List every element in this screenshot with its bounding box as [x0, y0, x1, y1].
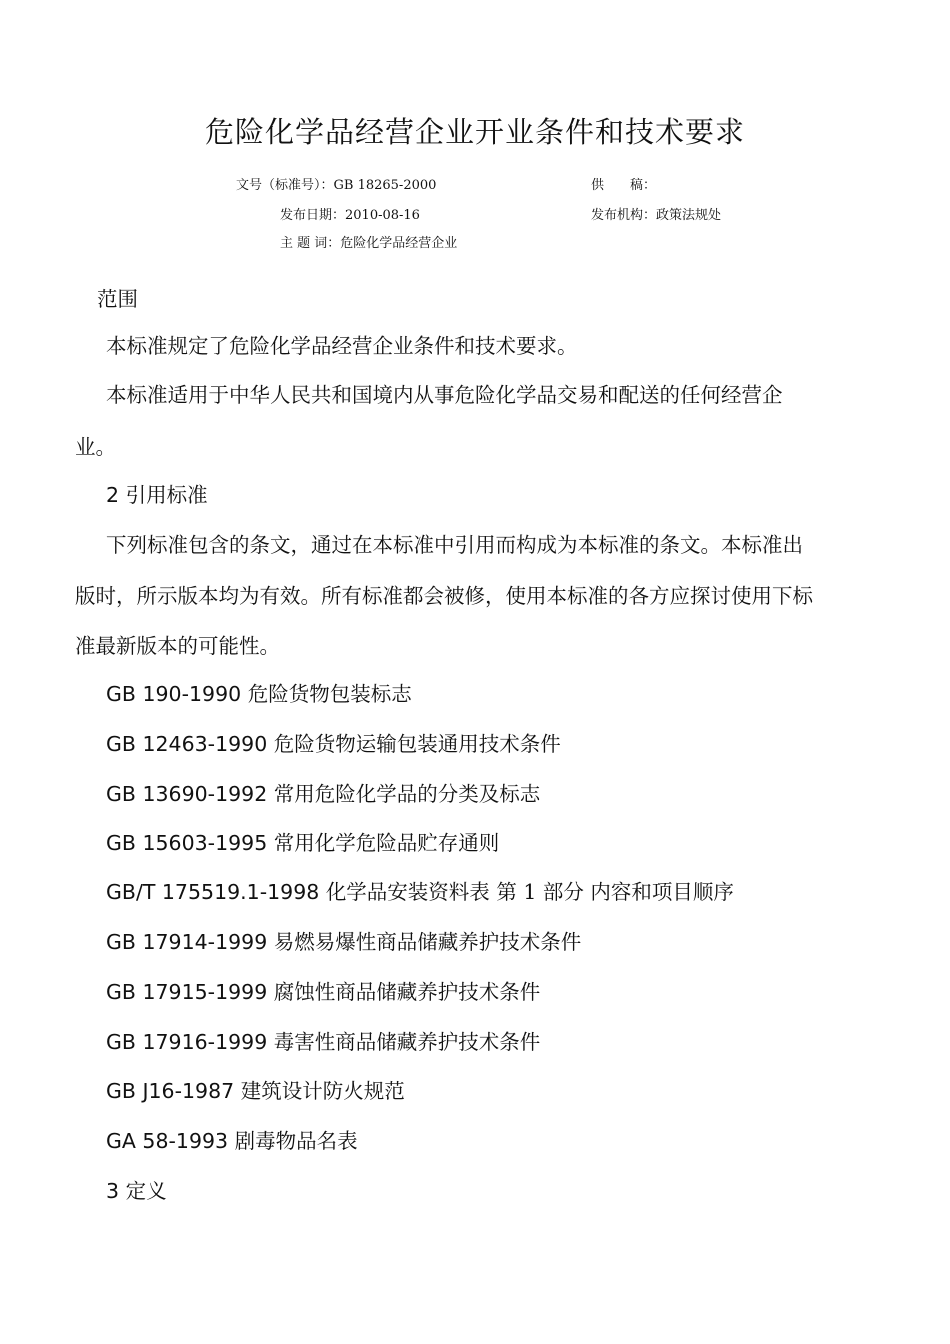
reference-code: GB/T 175519.1-1998 — [106, 880, 320, 904]
reference-title: 建筑设计防火规范 — [240, 1079, 405, 1103]
reference-title: 毒害性商品储藏养护技术条件 — [273, 1030, 541, 1054]
reference-item — [106, 828, 499, 858]
reference-item — [106, 877, 734, 907]
publish-date: 发布日期：2010-08-16 — [280, 208, 420, 223]
scope-paragraph-1: 本标准规定了危险化学品经营企业条件和技术要求。 — [106, 334, 578, 358]
reference-title: 剧毒物品名表 — [234, 1129, 358, 1153]
subject-keywords: 主 题 词：危险化学品经营企业 — [280, 236, 458, 251]
definitions-heading — [106, 1176, 167, 1206]
references-paragraph-line-1: 下列标准包含的条文，通过在本标准中引用而构成为本标准的条文。本标准出 — [106, 533, 803, 557]
scope-heading: 范围 — [97, 287, 138, 311]
reference-code: GB 13690-1992 — [106, 782, 268, 806]
references-heading — [106, 480, 208, 510]
reference-item — [106, 1126, 358, 1156]
reference-code: GB 12463-1990 — [106, 732, 268, 756]
scope-paragraph-2-line-1: 本标准适用于中华人民共和国境内从事危险化学品交易和配送的任何经营企 — [106, 383, 783, 407]
reference-code: GB 190-1990 — [106, 682, 242, 706]
reference-title: 常用危险化学品的分类及标志 — [273, 782, 541, 806]
reference-item — [106, 1027, 540, 1057]
reference-title: 易燃易爆性商品储藏养护技术条件 — [273, 930, 582, 954]
reference-item — [106, 927, 581, 957]
reference-code: GB 17916-1999 — [106, 1030, 268, 1054]
references-paragraph-line-2: 版时，所示版本均为有效。所有标准都会被修，使用本标准的各方应探讨使用下标 — [75, 584, 813, 608]
references-paragraph-line-3: 准最新版本的可能性。 — [75, 634, 280, 658]
scope-paragraph-2-line-2: 业。 — [75, 435, 116, 459]
doc-number: 文号（标准号）：GB 18265-2000 — [236, 178, 437, 193]
reference-item — [106, 679, 412, 709]
reference-code: GA 58-1993 — [106, 1129, 229, 1153]
reference-item — [106, 779, 540, 809]
publisher: 发布机构：政策法规处 — [591, 208, 722, 223]
reference-code: GB 17914-1999 — [106, 930, 268, 954]
reference-code: GB J16-1987 — [106, 1079, 235, 1103]
reference-item — [106, 1076, 405, 1106]
reference-title: 腐蚀性商品储藏养护技术条件 — [273, 980, 541, 1004]
reference-code: GB 15603-1995 — [106, 831, 268, 855]
reference-title: 化学品安装资料表 第 1 部分 内容和项目顺序 — [325, 880, 734, 904]
reference-title: 危险货物包装标志 — [247, 682, 412, 706]
reference-code: GB 17915-1999 — [106, 980, 268, 1004]
document-title: 危险化学品经营企业开业条件和技术要求 — [204, 115, 745, 149]
reference-title: 危险货物运输包装通用技术条件 — [273, 732, 561, 756]
supply-field: 供 稿： — [591, 178, 657, 193]
reference-item — [106, 977, 540, 1007]
definitions-heading-text: 定义 — [125, 1179, 167, 1203]
references-heading-text: 引用标准 — [125, 483, 208, 507]
reference-title: 常用化学危险品贮存通则 — [273, 831, 500, 855]
references-heading-number: 2 — [106, 483, 120, 507]
definitions-heading-number: 3 — [106, 1179, 120, 1203]
reference-item — [106, 729, 561, 759]
